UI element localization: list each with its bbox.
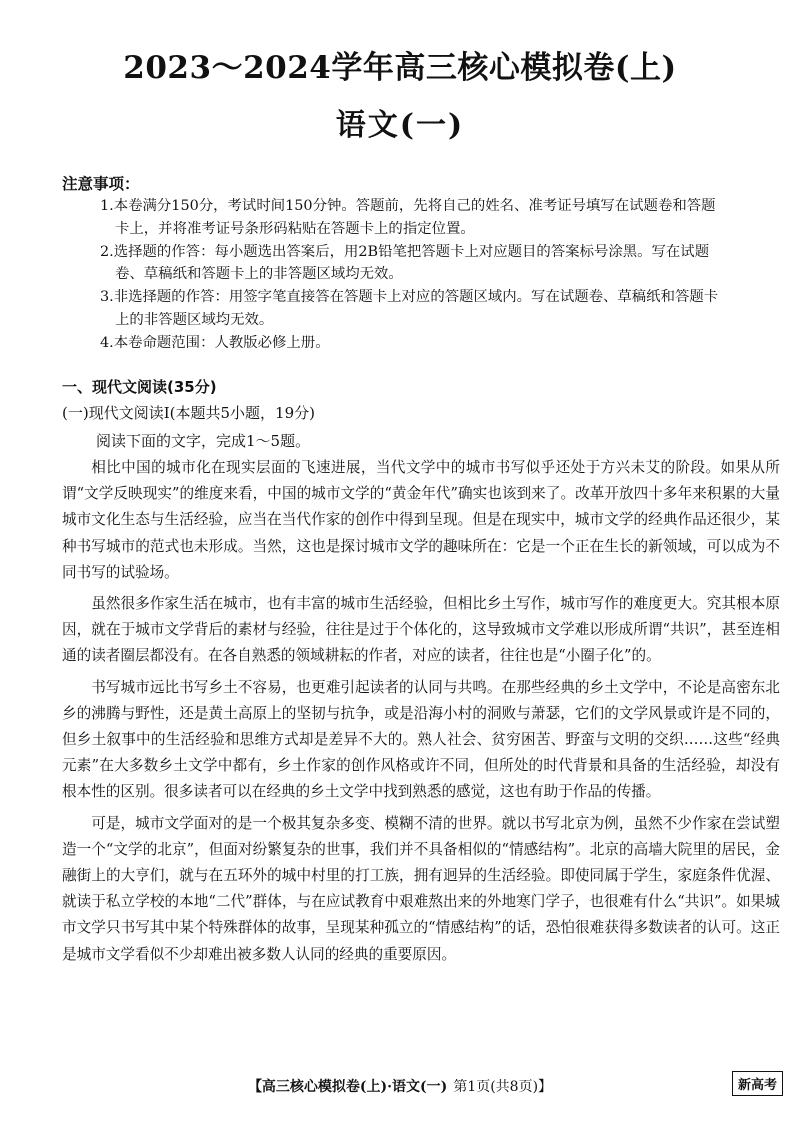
reading-instruction: 阅读下面的文字，完成1～5题。	[96, 432, 311, 450]
footer-text: 【高三核心模拟卷(上)·语文(一)	[247, 1079, 448, 1095]
note-line: 1.本卷满分150分，考试时间150分钟。答题前，先将自己的姓名、准考证号填写在试题卷和答题	[100, 198, 716, 214]
note-line: 4.本卷命题范围：人教版必修上册。	[100, 334, 330, 351]
footer-page-number: 第1页(共8页)】	[453, 1079, 553, 1095]
note-line-cont: 上的非答题区域均无效。	[115, 311, 274, 328]
passage-paragraph: 相比中国的城市化在现实层面的飞速进展，当代文学中的城市书写似乎还处于方兴未艾的阶段。如果从所谓“文学反映现实”的维度来看，中国的城市文学的“黄金年代”确实也该到来了。改革开放四十多年来积累的大量城市文化生态与生活经验，应当在当代作家的创作中得到呈现。但是在现实中，城市文学的经典作品还很少，某种书写城市的范式也未形成。当然，这也是探讨城市文学的趣味所在：它是一个正在生长的新领域，可以成为不同书写的试验场。	[62, 459, 780, 581]
note-item	[100, 195, 790, 241]
note-line: 3.非选择题的作答：用签字笔直接答在答题卡上对应的答题区域内。写在试题卷、草稿纸和答题卡	[100, 289, 719, 306]
note-line-cont: 卷、草稿纸和答题卡上的非答题区域均无效。	[115, 266, 403, 283]
passage-paragraph: 可是，城市文学面对的是一个极其复杂多变、模糊不清的世界。就以书写北京为例，虽然不少作家在尝试塑造一个“文学的北京”，但面对纷繁复杂的世事，我们并不具备相似的“情感结构”。北京的高墙大院里的居民，金融街上的大亨们，就与在五环外的城中村里的打工族，拥有迥异的生活经验。即使同属于学生，家庭条件优渥、就读于私立学校的本地“二代”群体，与在应试教育中艰难熬出来的外地寒门学子，也很难有什么“共识”。如果城市文学只书写其中某个特殊群体的故事，呈现某种孤立的“情感结构”的话，恐怕很难获得多数读者的认可。这正是城市文学看似不少却难出被多数人认同的经典的重要原因。	[62, 814, 780, 963]
subsection-heading: (一)现代文阅读Ⅰ(本题共5小题，19分)	[62, 404, 315, 422]
exam-title: 2023～2024学年高三核心模拟卷(上)	[123, 50, 677, 86]
note-line: 2.选择题的作答：每小题选出答案后，用2B铅笔把答题卡上对应题目的答案标号涂黑。写在试题	[100, 243, 710, 260]
notes-list	[100, 195, 790, 355]
note-item	[100, 241, 790, 287]
exam-type-badge: 新高考	[732, 1071, 783, 1096]
reading-passage	[62, 455, 780, 973]
passage-paragraph: 书写城市远比书写乡土不容易，也更难引起读者的认同与共鸣。在那些经典的乡土文学中，不论是高密东北乡的沸腾与野性，还是黄土高原上的坚韧与抗争，或是沿海小村的洞败与萧瑟，它们的文学风景或许是不同的，但乡土叙事中的生活经验和思维方式却是差异不大的。熟人社会、贫穷困苦、野蛮与文明的交织……这些“经典元素”在大多数乡土文学中都有，乡土作家的创作风格或许不同，但所处的时代背景和具备的生活经验，却没有根本性的区别。很多读者可以在经典的乡土文学中找到熟悉的感觉，这也有助于作品的传播。	[62, 678, 780, 801]
page-footer	[0, 1076, 800, 1096]
note-item	[100, 332, 790, 355]
passage-paragraph: 虽然很多作家生活在城市，也有丰富的城市生活经验，但相比乡土写作，城市写作的难度更大。究其根本原因，就在于城市文学背后的素材与经验，往往是过于个体化的，这导致城市文学难以形成所谓“共识”，甚至连相通的读者圈层都没有。在各自熟悉的领域耕耘的作者，对应的读者，往往也是“小圈子化”的。	[62, 595, 780, 665]
section-heading: 一、现代文阅读(35分)	[62, 378, 217, 396]
notes-heading: 注意事项：	[62, 175, 140, 193]
note-item	[100, 286, 790, 332]
exam-subtitle: 语文(一)	[335, 108, 465, 143]
note-line-cont: 卡上，并将准考证号条形码粘贴在答题卡上的指定位置。	[115, 220, 475, 237]
